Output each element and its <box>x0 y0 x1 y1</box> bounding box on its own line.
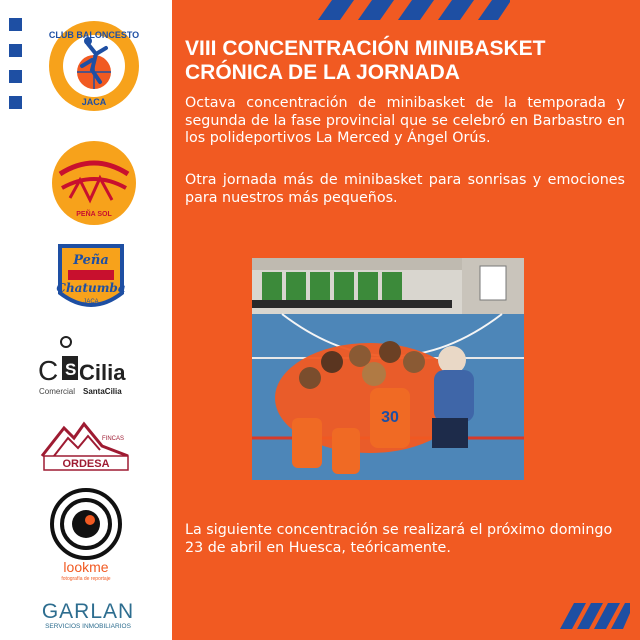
title-line-1: VIII CONCENTRACIÓN MINIBASKET <box>185 37 546 60</box>
team-huddle-photo <box>252 258 524 480</box>
club-baloncesto-jaca-logo <box>48 20 140 112</box>
lookme-sub-text: fotografía de reportaje <box>61 576 111 582</box>
cilia-sub-main: SantaCilia <box>83 387 122 396</box>
cilia-main: Cilia <box>79 360 126 385</box>
club-logo-top-text: CLUB BALONCESTO <box>48 30 140 40</box>
sponsor-sidebar <box>0 0 172 640</box>
article-title <box>185 37 625 85</box>
pena-sol-logo <box>50 140 138 226</box>
paragraph-intro: Octava concentración de minibasket de la temporada y segunda de la fase provincial que se celebró en Barbastro en los polideportivos La Merced y Ángel Orús. <box>185 95 625 146</box>
lookme-logo <box>46 488 126 582</box>
decorative-blue-stripes-bottom <box>560 603 630 629</box>
title-line-2: CRÓNICA DE LA JORNADA <box>185 61 460 84</box>
garlan-sub-text: SERVICIOS INMOBILIARIOS <box>45 623 131 630</box>
cilia-prefix: C <box>38 355 59 386</box>
decorative-blue-squares <box>9 18 23 122</box>
chatumba-line1: Peña <box>73 253 109 268</box>
paragraph-next-event: La siguiente concentración se realizará el próximo domingo 23 de abril en Huesca, teóricamente. <box>185 522 613 556</box>
fincas-ordesa-logo <box>40 420 130 476</box>
jersey-number: 30 <box>381 409 399 426</box>
santacilia-logo <box>38 336 138 400</box>
club-logo-bottom-text: JACA <box>81 97 107 107</box>
ordesa-small-text: FINCAS <box>102 436 125 442</box>
pena-sol-text: PEÑA SOL <box>76 211 112 218</box>
cilia-sub-prefix: Comercial <box>39 387 76 396</box>
paragraph-emotions: Otra jornada más de minibasket para sonrisas y emociones para nuestros más pequeños. <box>185 172 625 206</box>
chatumba-line3: JACA <box>83 299 99 305</box>
lookme-text: lookme <box>63 559 109 575</box>
garlan-text: GARLAN <box>41 600 135 623</box>
ordesa-main-text: ORDESA <box>62 458 110 470</box>
svg-text:S: S <box>65 360 77 379</box>
garlan-logo <box>36 598 140 634</box>
chatumba-line2: Chatumba <box>56 281 126 295</box>
decorative-blue-stripes-top <box>310 0 510 20</box>
pena-chatumba-logo <box>54 242 128 318</box>
